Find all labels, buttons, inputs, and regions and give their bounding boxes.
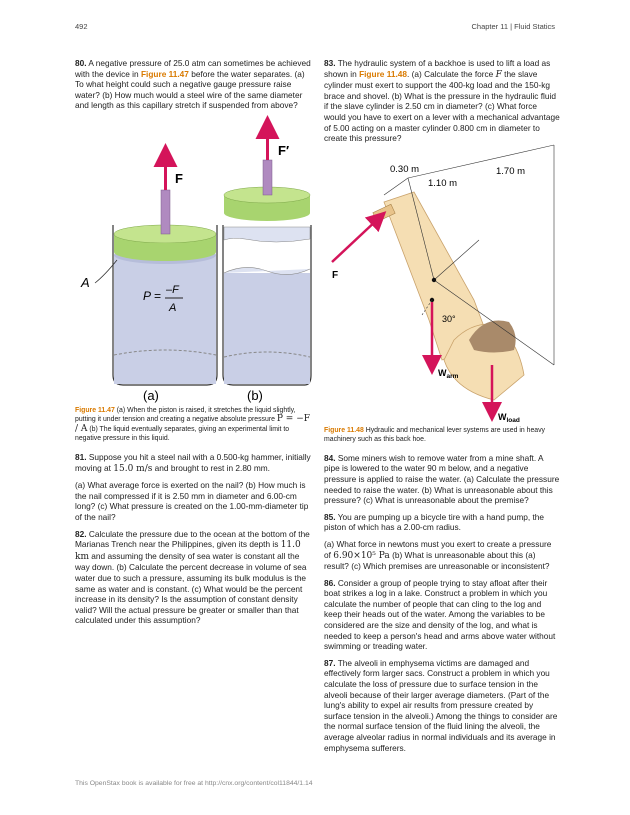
problem-text: The alveoli in emphysema victims are damaged and effectively form larger sacs. Construct a problem in which you calculate the loss of pressure due to surface tension in the alveoli because of their larger average diameters. (Part of the lung's ability to expel air results from pressure created by surface tension in the alveoli.) Among the things to consider are the normal surface tension of the fluid lining the alveoli, the average alveolar radius in normal individuals and its average in emphysema sufferers. [324,657,558,753]
inline-math: 15.0 m/s [113,463,153,474]
chapter-title: Chapter 11 | Fluid Statics [471,22,555,31]
equation-p: P = [143,288,161,303]
left-column [75,58,311,632]
caption-text: (a) When the piston is raised, it stretches the liquid slightly, putting it under tension and creating a negative absolute pressure [75,406,296,424]
figure-11-47 [75,135,311,403]
equation-numerator: –F [166,283,179,296]
figure-11-48 [324,150,560,424]
caption-text: (b) The liquid eventually separates, giving an experimental limit to negative pressure in this liquid. [75,425,290,443]
footer-note: This OpenStax book is available for free at http://cnx.org/content/col11844/1.14 [75,780,313,787]
area-label-a: A [81,274,90,290]
force-label-f: F [175,170,183,186]
force-label-f-prime: F′ [278,142,290,158]
problem-text: (b) What is unreasonable about this (a) result? (c) Which premises are unreasonable or inconsistent? [324,549,550,572]
problem-83 [324,58,560,144]
problem-number: 84. [324,452,336,463]
inline-math: F [495,69,502,80]
problem-text: the slave cylinder must exert to support the 400-kg load and the 150-kg brace and shovel. (b) What is the pressure in the hydraulic fluid if the slave cylinder is 2.50 cm in diameter? (c) What force would you have to exert on a lever with a mechanical advantage of 5.00 acting on a master cylinder 0.800 cm in diameter to create this pressure? [324,68,560,144]
angle-label: 30° [442,313,456,324]
problem-86 [324,578,560,652]
problem-text: The hydraulic system of a backhoe is used to lift a load as shown in [324,58,551,79]
figure-link[interactable]: Figure 11.48 [359,68,408,79]
right-column [324,58,560,759]
weight-arm-label: $W_{arm}$ [438,367,459,380]
caption-label: Figure 11.48 [324,426,364,434]
problem-number: 81. [75,451,87,462]
weight-load-label: $W_{load}$ [498,411,520,424]
figure-11-48-caption [324,426,560,445]
problem-number: 83. [324,58,336,68]
problem-87 [324,658,560,753]
piston-diagram [75,135,311,403]
problem-85-parts [324,539,560,572]
equation-denominator: A [169,301,177,314]
figure-11-47-caption [75,406,311,444]
problem-number: 85. [324,511,336,522]
cylinder-b [223,127,311,403]
problem-text: . (a) Calculate the force [407,68,496,79]
problem-text: You are pumping up a bicycle tire with a hand pump, the piston of which has a 2.00-cm radius. [324,511,545,533]
dimension-1-70: 1.70 m [496,165,526,177]
dimension-1-10: 1.10 m [428,177,458,189]
problem-number: 82. [75,528,87,539]
problem-text: Some miners wish to remove water from a mine shaft. A pipe is lowered to the water 90 m below, and a negative pressure is applied to raise the water. (a) Calculate the pressure needed to raise the water. (b) What is unreasonable about this pressure? (c) What is unreasonable about the premise? [324,452,560,506]
inline-math: 6.90×10⁵ Pa [333,550,390,561]
problem-text: Consider a group of people trying to stay afloat after their boat strikes a log in a lake. Construct a problem in which you calculate the number of people that can cling to the log and keep their heads out of the water. Among the variables to be considered are the size and density of the log, and what is needed to keep a person's head and arms above water without swimming or treading water. [324,577,556,652]
figure-link[interactable]: Figure 11.47 [140,68,189,79]
force-label: F [332,269,339,281]
problem-number: 86. [324,577,336,588]
backhoe-diagram [324,150,560,424]
panel-label-a: (a) [143,387,159,403]
panel-label-b: (b) [247,387,263,403]
problem-84 [324,453,560,506]
problem-text: (a) What force in newtons must you exert to create a pressure of [324,538,552,560]
problem-text: and assuming the density of sea water is constant all the way down. (b) Calculate the percent decrease in volume of sea water due to such a pressure, assuming its bulk modulus is the same as water and is constant. (c) What would be the percent increase in its density? Is the assumption of constant density valid? Will the actual pressure be greater or smaller than that calculated under this assumption? [75,550,307,626]
problem-82 [75,529,311,626]
caption-text: Hydraulic and mechanical lever systems are used in heavy machinery such as this back hoe. [324,426,545,444]
problem-80 [75,58,311,111]
page-number: 492 [75,22,88,31]
problem-text: and brought to rest in 2.80 mm. [152,462,270,473]
problem-text: A negative pressure of 25.0 atm can sometimes be achieved with the device in [75,58,311,79]
problem-number: 87. [324,657,336,668]
inline-math: 11.0 km [75,540,301,562]
problem-81 [75,452,311,474]
caption-equation: P = −F / A [75,414,310,434]
cylinder-a [80,155,217,403]
problem-text: before the water separates. (a) To what height could such a negative gauge pressure raise water? (b) How much would a steel wire of the same diameter and length as this capillary stretch if suspended from above? [75,68,305,111]
problem-number: 80. [75,58,87,68]
dimension-0-30: 0.30 m [390,163,420,175]
caption-label: Figure 11.47 [75,406,115,414]
problem-text: Calculate the pressure due to the ocean at the bottom of the Marianas Trench near the Philippines, given its depth is [75,528,310,550]
problem-85 [324,512,560,533]
force-arrow [332,218,379,262]
problem-81-parts: (a) What average force is exerted on the nail? (b) How much is the nail compressed if it is 2.50 mm in diameter and 6.00-cm long? (c) What pressure is created on the 1.00-mm-diameter tip of the nail? [75,480,309,522]
problem-text: Suppose you hit a steel nail with a 0.500-kg hammer, initially moving at [75,451,311,473]
